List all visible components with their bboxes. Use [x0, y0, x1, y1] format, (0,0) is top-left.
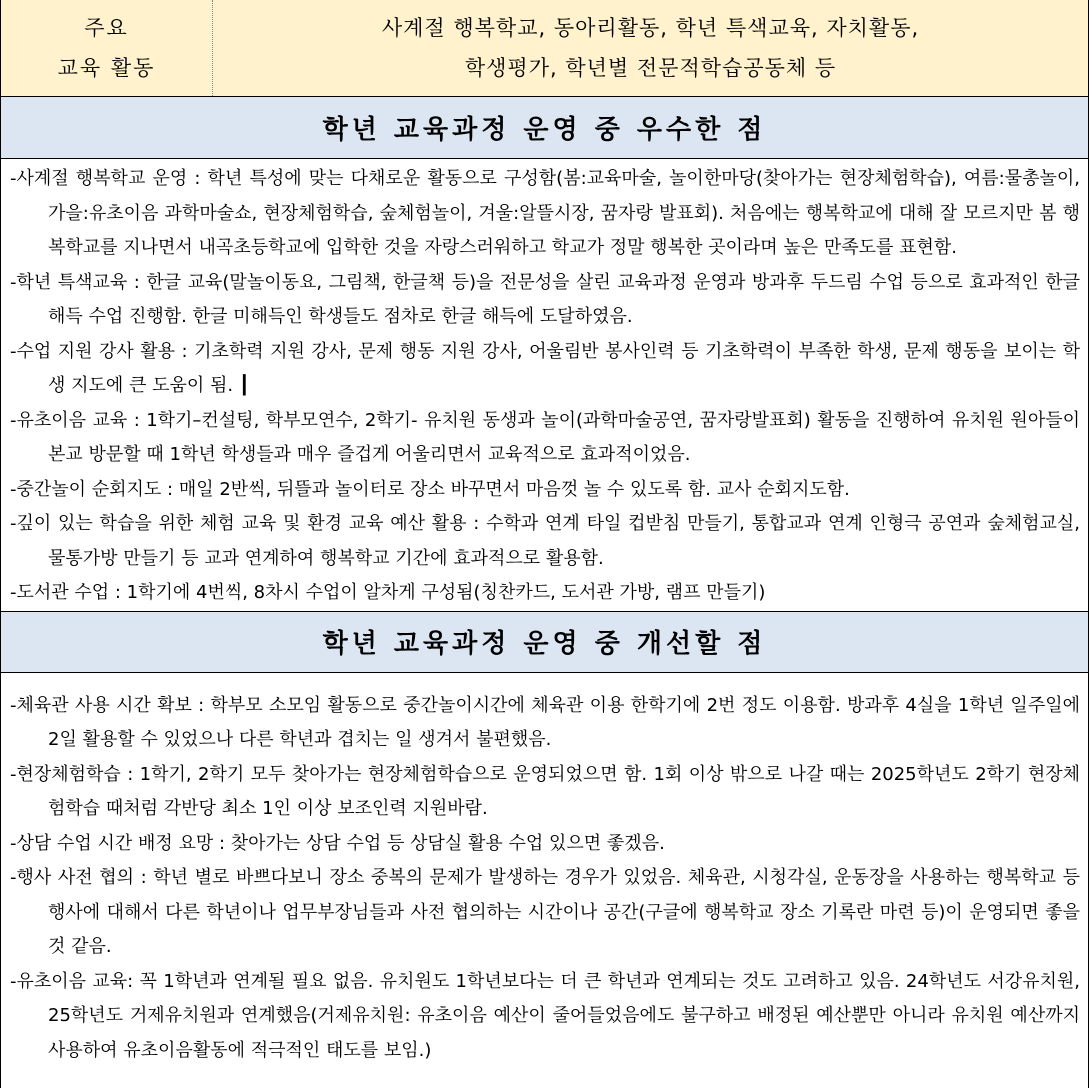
improvement-item: -행사 사전 협의 : 학년 별로 바쁘다보니 장소 중복의 문제가 발생하는 경우가 있었음. 체육관, 시청각실, 운동장을 사용하는 행복학교 등 행사에 대해서 다른 학년이나 업무부장님들과 사전 협의하는 시간이나 공간(구글에 행복학교 장소 기록란 마련 등)이 운영되면 좋을 것 같음.	[10, 867, 1080, 957]
main-activities-content	[213, 0, 1088, 96]
strength-item: -깊이 있는 학습을 위한 체험 교육 및 환경 교육 예산 활용 : 수학과 연계 타일 컵받침 만들기, 통합교과 연계 인형극 공연과 숲체험교실, 물통가방 만들기 등 교과 연계하여 행복학교 기간에 효과적으로 활용함.	[10, 513, 1080, 569]
strengths-section-header	[1, 97, 1088, 159]
improvement-item: -상담 수업 시간 배정 요망 : 찾아가는 상담 수업 등 상담실 활용 수업 있으면 좋겠음.	[10, 832, 665, 854]
content-line-2: 학생평가, 학년별 전문적학습공동체 등	[464, 56, 837, 80]
strength-item: -학년 특색교육 : 한글 교육(말놀이동요, 그림책, 한글책 등)을 전문성을 살린 교육과정 운영과 방과후 두드림 수업 등으로 효과적인 한글 해득 수업 진행함. 한글 미해득인 학생들도 점차로 한글 해득에 도달하였음.	[10, 271, 1080, 327]
content-line-1: 사계절 행복학교, 동아리활동, 학년 특색교육, 자치활동,	[381, 16, 920, 40]
strength-item: -중간놀이 순회지도 : 매일 2반씩, 뒤뜰과 놀이터로 장소 바꾸면서 마음껏 놀 수 있도록 함. 교사 순회지도함.	[10, 478, 850, 500]
improvement-item: -현장체험학습 : 1학기, 2학기 모두 찾아가는 현장체험학습으로 운영되었으면 함. 1회 이상 밖으로 나갈 때는 2025학년도 2학기 현장체험학습 때처럼 각반당 최소 1인 이상 보조인력 지원바람.	[10, 763, 1080, 819]
strengths-list	[1, 159, 1088, 611]
improvements-section-header	[1, 611, 1088, 673]
improvements-list	[1, 673, 1088, 1069]
improvement-item: -체육관 사용 시간 확보 : 학부모 소모임 활동으로 중간놀이시간에 체육관 이용 한학기에 2번 정도 이용함. 방과후 4실을 1학년 일주일에 2일 활용할 수 있었으나 다른 학년과 겹치는 일 생겨서 불편했음.	[10, 694, 1080, 750]
strength-item: -유초이음 교육 : 1학기–컨설팅, 학부모연수, 2학기- 유치원 동생과 놀이(과학마술공연, 꿈자랑발표회) 활동을 진행하여 유치원 원아들이 본교 방문할 때 1학년 학생들과 매우 즐겁게 어울리면서 교육적으로 효과적이었음.	[10, 409, 1080, 465]
main-activities-row	[1, 0, 1088, 97]
improvements-title: 학년 교육과정 운영 중 개선할 점	[322, 629, 767, 659]
strength-item: -도서관 수업 : 1학기에 4번씩, 8차시 수업이 알차게 구성됨(칭찬카드, 도서관 가방, 램프 만들기)	[10, 582, 766, 603]
label-line-2: 교육 활동	[57, 56, 156, 80]
strength-item: -수업 지원 강사 활용 : 기초학력 지원 강사, 문제 행동 지원 강사, 어울림반 봉사인력 등 기초학력이 부족한 학생, 문제 행동을 보이는 학생 지도에 큰 도움이 됨. ┃	[10, 340, 1080, 396]
label-line-1: 주요	[84, 16, 129, 40]
main-activities-label	[1, 0, 213, 96]
improvement-item: -유초이음 교육: 꼭 1학년과 연계될 필요 없음. 유치원도 1학년보다는 더 큰 학년과 연계되는 것도 고려하고 있음. 24학년도 서강유치원, 25학년도 거제유치원과 연계했음(거제유치원: 유초이음 예산이 줄어들었음에도 불구하고 배정된 예산뿐만 아니라 유치원 예산까지 사용하여 유초이음활동에 적극적인 태도를 보임.)	[10, 970, 1080, 1061]
strength-item: -사계절 행복학교 운영 : 학년 특성에 맞는 다채로운 활동으로 구성함(봄:교육마술, 놀이한마당(찾아가는 현장체험학습), 여름:물총놀이, 가을:유초이음 과학마술쇼, 현장체험학습, 숲체험놀이, 겨울:알뜰시장, 꿈자랑 발표회). 처음에는 행복학교에 대해 잘 모르지만 봄 행복학교를 지나면서 내곡초등학교에 입학한 것을 자랑스러워하고 학교가 정말 행복한 곳이라며 높은 만족도를 표현함.	[10, 168, 1080, 258]
strengths-title: 학년 교육과정 운영 중 우수한 점	[322, 115, 767, 145]
